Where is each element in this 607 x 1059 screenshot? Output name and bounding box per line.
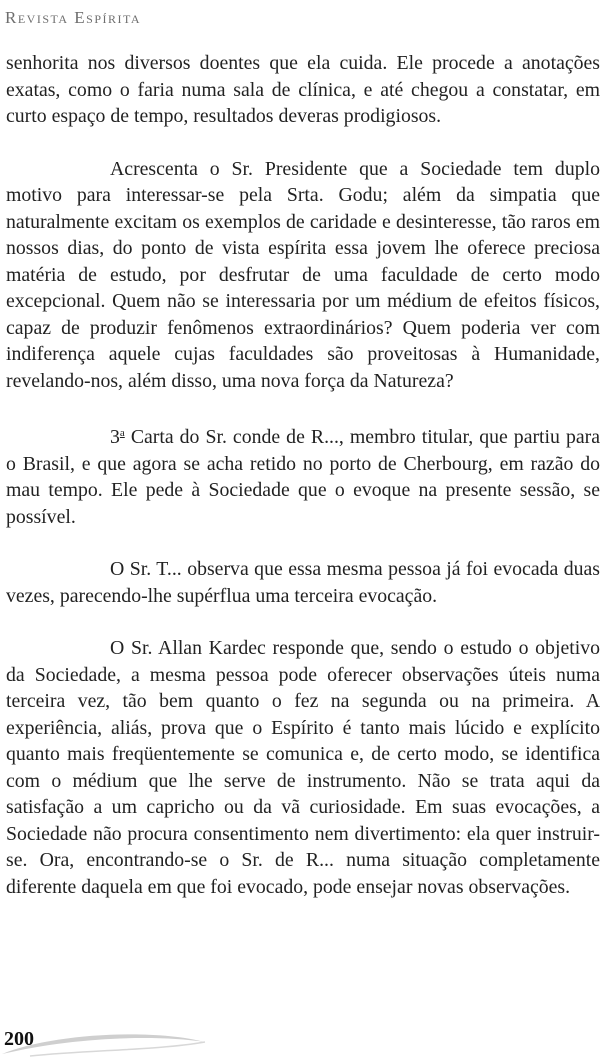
paragraph-5: O Sr. Allan Kardec responde que, sendo o estudo o objetivo da Sociedade, a mesma pessoa pode oferecer observações úteis numa terceira vez, tão bem quanto o fez na segunda ou na primeira. A experiência, aliás, prova que o Espírito é tanto mais lúcido e explícito quanto mais freqüentemente se comunica e, de certo modo, se identifica com o médium que lhe serve de instrumento. Não se trata aqui da satisfação a um capricho ou da vã curiosidade. Em suas evocações, a Sociedade não procura consentimento nem divertimento: ela quer instruir-se. Ora, encontrando-se o Sr. de R... numa situação completamente diferente daquela em que foi evocado, pode ensejar novas observações. — [6, 637, 600, 898]
running-header: Revista Espírita — [5, 8, 142, 27]
paragraph-2: Acrescenta o Sr. Presidente que a Sociedade tem duplo motivo para interessar-se pela Srta. Godu; além da simpatia que naturalmente excitam os exemplos de caridade e desinteresse, tão raros em nossos dias, do ponto de vista espírita essa jovem lhe oferece preciosa matéria de estudo, por desfrutar de uma faculdade de certo modo excepcional. Quem não se interessaria por um médium de efeitos físicos, capaz de produzir fenômenos extraordinários? Quem poderia ver com indiferença aquele cujas faculdades são proveitosas à Humanidade, revelando-nos, além disso, uma nova força da Natureza? — [6, 157, 600, 392]
paragraph-1: senhorita nos diversos doentes que ela cuida. Ele procede a anotações exatas, como o faria numa sala de clínica, e até chegou a constatar, em curto espaço de tempo, resultados deveras prodigiosos. — [6, 52, 600, 127]
item-number: 3 — [110, 426, 120, 448]
body-text — [6, 50, 600, 926]
paragraph-3-text: Carta do Sr. conde de R..., membro titular, que partiu para o Brasil, e que agora se acha retido no porto de Cherbourg, em razão do mau tempo. Ele pede à Sociedade que o evoque na presente sessão, se possível. — [6, 426, 600, 528]
ordinal-suffix: a — [119, 427, 125, 439]
paragraph-3 — [6, 420, 600, 530]
paragraph-4: O Sr. T... observa que essa mesma pessoa já foi evocada duas vezes, parecendo-lhe supérflua uma terceira evocação. — [6, 558, 600, 607]
page-number: 200 — [4, 1028, 34, 1050]
